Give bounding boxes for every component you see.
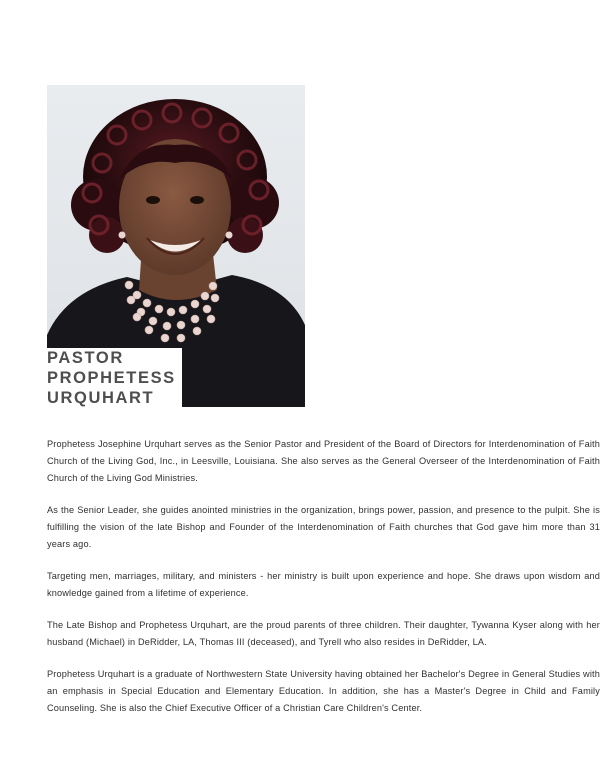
biography	[47, 436, 600, 732]
bio-paragraph-4: The Late Bishop and Prophetess Urquhart, are the proud parents of three children. Their daughter, Tywanna Kyser along with her husband (Michael) in DeRidder, LA, Thomas III (deceased), and Tyrell who also resides in DeRidder, LA.	[47, 620, 600, 647]
name-heading	[47, 348, 182, 408]
bio-paragraph-3: Targeting men, marriages, military, and ministers - her ministry is built upon experience and hope. She draws upon wisdom and knowledge gained from a lifetime of experience.	[47, 571, 600, 598]
name-line-2: PROPHETESS	[47, 369, 176, 387]
bio-paragraph-5: Prophetess Urquhart is a graduate of Northwestern State University having obtained her Bachelor's Degree in General Studies with an emphasis in Special Education and Elementary Education. In addition, she has a Master's Degree in Child and Family Counseling. She is also the Chief Executive Officer of a Christian Care Children's Center.	[47, 669, 600, 713]
name-line-1: PASTOR	[47, 349, 124, 367]
bio-paragraph-2: As the Senior Leader, she guides anointed ministries in the organization, brings power, passion, and presence to the pulpit. She is fulfilling the vision of the late Bishop and Founder of the Interdenomination of Faith churches that God gave him more than 31 years ago.	[47, 505, 600, 549]
name-line-3: URQUHART	[47, 389, 155, 407]
bio-paragraph-1: Prophetess Josephine Urquhart serves as the Senior Pastor and President of the Board of Directors for Interdenomination of Faith Church of the Living God, Inc., in Leesville, Louisiana. She also serves as the General Overseer of the Interdenomination of Faith Church of the Living God Ministries.	[47, 439, 600, 483]
